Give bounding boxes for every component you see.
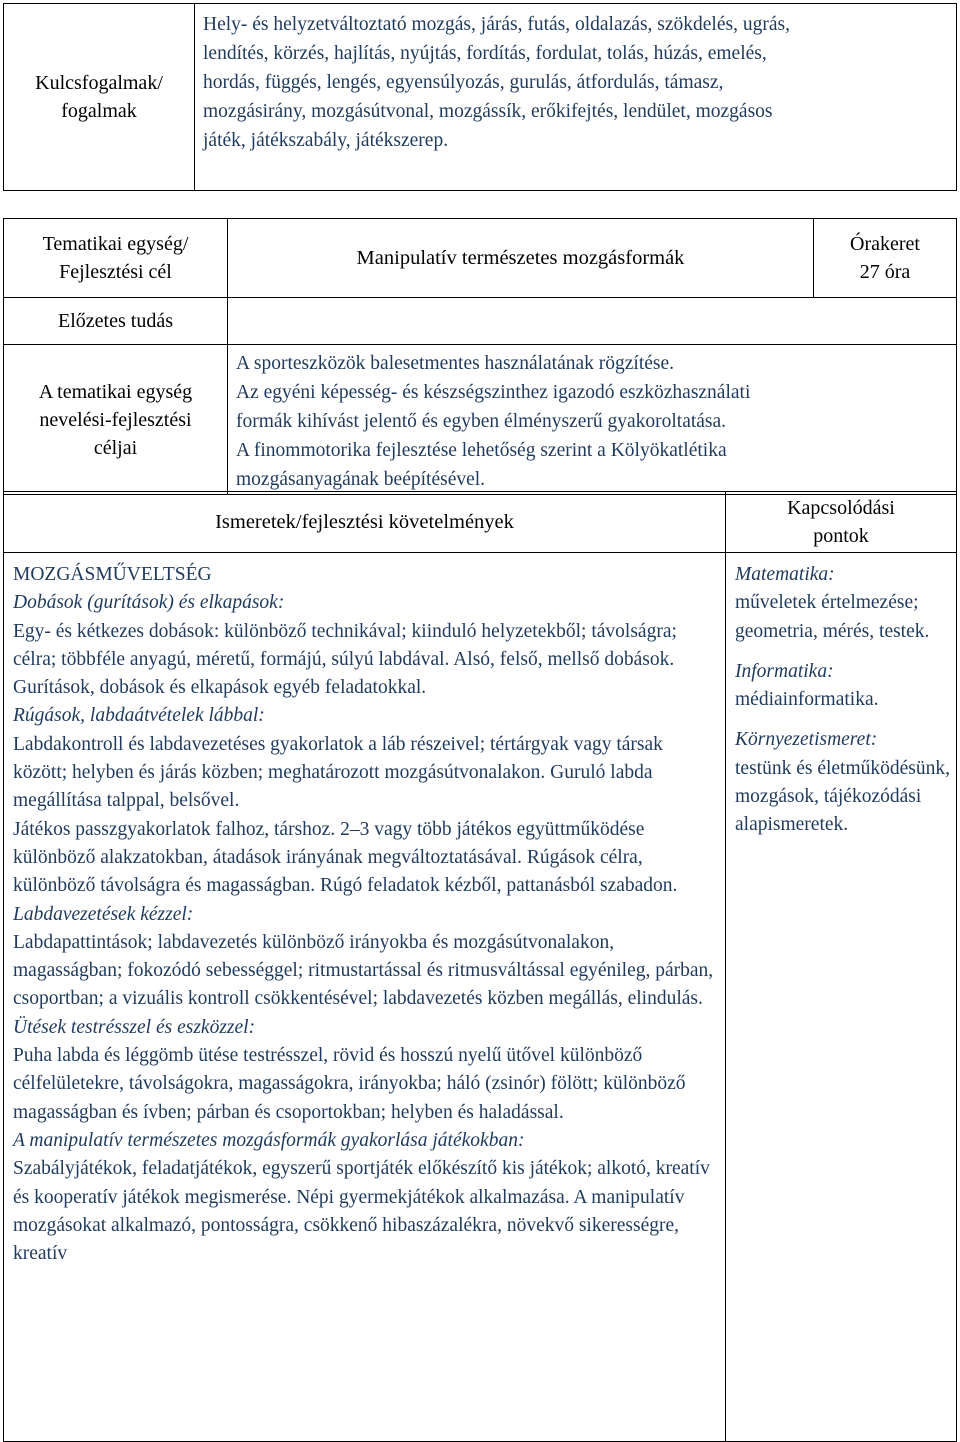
hours-label: Órakeret [850, 233, 920, 255]
prior-knowledge-label-cell [4, 298, 228, 345]
key-concepts-line: hordás, függés, lengés, egyensúlyozás, gurulás, átfordulás, támasz, [203, 72, 724, 93]
connection-block [735, 561, 950, 646]
key-concepts-line: Hely- és helyzetváltoztató mozgás, járás, futás, oldalazás, szökdelés, ugrás, [203, 14, 790, 35]
unit-title: Manipulatív természetes mozgásformák [356, 247, 685, 269]
connection-subject: Informatika: [735, 660, 834, 682]
requirements-paragraph: Gurítások, dobások és elkapások egyéb feladatokkal. [13, 677, 427, 699]
key-concepts-line: játék, játékszabály, játékszerep. [203, 130, 449, 151]
requirements-subheading: Rúgások, labdaátvételek lábbal: [13, 705, 265, 727]
key-concepts-label: Kulcsfogalmak/ fogalmak [35, 72, 163, 122]
goals-line: A sporteszközök balesetmentes használatának rögzítése. [236, 353, 675, 374]
goals-line: mozgásanyagának beépítésével. [236, 469, 486, 490]
requirements-header: Ismeretek/fejlesztési követelmények [215, 511, 514, 533]
unit-title-cell [228, 219, 814, 298]
requirements-content [4, 553, 726, 1442]
connections-header-line2: pontok [813, 525, 869, 547]
requirements-subheading: Ütések testrésszel és eszközzel: [13, 1016, 256, 1038]
key-concepts-content [195, 4, 957, 191]
connections-content [726, 553, 957, 1442]
connections-header-cell [726, 492, 957, 553]
requirements-header-cell [4, 492, 726, 553]
unit-label-cell [4, 219, 228, 298]
connection-block [735, 726, 950, 839]
requirements-subheading: Labdavezetések kézzel: [13, 903, 194, 925]
requirements-paragraph: Labdapattintások; labdavezetés különböző irányokba és mozgásútvonalakon, magasságban; fokozódó sebességgel; ritmustartással és ritmusváltással egyénileg, párban, csoportban; a vizuális kontroll csökkentésével; labdavezetés közben megállás, elindulás. [13, 931, 714, 1010]
goals-content [228, 345, 957, 495]
key-concepts-label-cell [4, 4, 195, 191]
requirements-paragraph: MOZGÁSMŰVELTSÉG [13, 564, 212, 585]
key-concepts-table [3, 3, 957, 191]
connection-text: műveletek értelmezése; geometria, mérés, testek. [735, 592, 930, 642]
hours-value: 27 óra [859, 261, 911, 283]
connection-block [735, 658, 950, 715]
key-concepts-line: mozgásirány, mozgásútvonal, mozgássík, erőkifejtés, lendület, mozgásos [203, 101, 773, 122]
requirements-paragraph: Egy- és kétkezes dobások: különböző technikával; kiinduló helyzetekből; távolságra; célra; többféle anyagú, méretű, formájú, súlyú labdával. Alsó, felső, mellső dobások. [13, 620, 677, 670]
goals-label-cell [4, 345, 228, 495]
requirements-paragraph: Puha labda és léggömb ütése testrésszel, rövid és hosszú nyelű ütővel különböző célfelületekre, távolságokra, magasságokra, irányokba; háló (zsinór) fölött; különböző magasságban és ívben; párban és csoportokban; helyben és haladással. [13, 1045, 686, 1123]
connection-text: testünk és életműködésünk, mozgások, tájékozódási alapismeretek. [735, 757, 951, 836]
goals-label-line1: A tematikai egység [38, 380, 193, 403]
unit-label-line2: Fejlesztési cél [59, 261, 172, 283]
connection-subject: Környezetismeret: [735, 729, 878, 751]
requirements-paragraph: Szabályjátékok, feladatjátékok, egyszerű sportjáték előkészítő kis játékok; alkotó, kreatív és kooperatív játékok megismerése. Népi gyermekjátékok alkalmazása. A manipulatív mozgásokat alkalmazó, pontosságra, csökkenő hibaszázalékra, növekvő sikerességre, kreatív [13, 1158, 710, 1265]
hours-cell [814, 219, 957, 298]
connection-subject: Matematika: [735, 564, 835, 585]
goals-label-line3: céljai [93, 436, 138, 459]
connection-text: médiainformatika. [735, 689, 879, 711]
requirements-paragraph: Játékos passzgyakorlatok falhoz, társhoz. 2–3 vagy több játékos együttműködése különböző alakzatokban, átadások irányának megváltoztatásával. Rúgások célra, különböző távolságra és magasságban. Rúgó feladatok kézből, pattanásból szabadon. [13, 818, 678, 897]
prior-knowledge-label: Előzetes tudás [58, 310, 173, 332]
goals-line: formák kihívást jelentő és egyben élményszerű gyakoroltatása. [236, 411, 727, 432]
goals-label-line2: nevelési-fejlesztési [39, 408, 192, 431]
requirements-subheading: Dobások (gurítások) és elkapások: [13, 592, 285, 614]
unit-label-line1: Tematikai egység/ [42, 233, 189, 255]
requirements-subheading: A manipulatív természetes mozgásformák gyakorlása játékokban: [13, 1129, 525, 1151]
key-concepts-line: lendítés, körzés, hajlítás, nyújtás, fordítás, fordulat, tolás, húzás, emelés, [203, 43, 767, 64]
requirements-table [3, 491, 957, 1442]
goals-line: A finommotorika fejlesztése lehetőség szerint a Kölyökatlétika [236, 440, 727, 461]
prior-knowledge-content [228, 298, 957, 345]
goals-line: Az egyéni képesség- és készségszinthez igazodó eszközhasználati [236, 382, 751, 403]
connections-header-line1: Kapcsolódási [787, 497, 895, 519]
thematic-unit-table [3, 218, 957, 495]
requirements-paragraph: Labdakontroll és labdavezetéses gyakorlatok a láb részeivel; tértárgyak vagy társak között; helyben és járás közben; meghatározott mozgásútvonalakon. Guruló labda megállítása talppal, belsővel. [13, 733, 663, 812]
